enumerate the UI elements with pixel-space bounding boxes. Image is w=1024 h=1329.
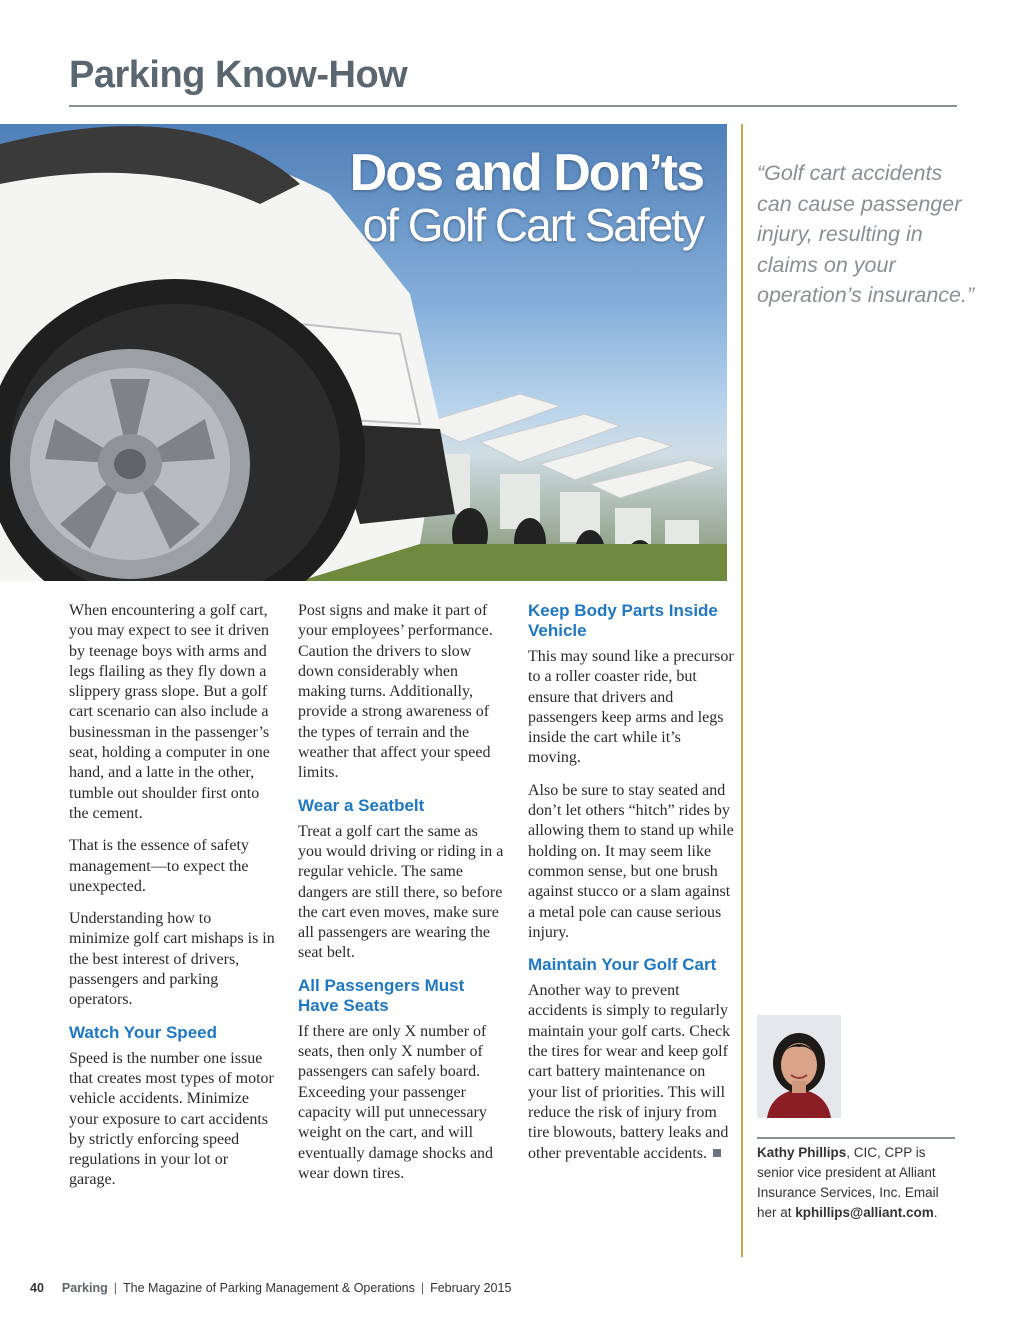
paragraph: If there are only X number of seats, then only X number of passengers can safely board. Exceeding your passenger capacity will put unnecessary weight on the cart, and will eventually damage shocks and wear down tires. bbox=[298, 1022, 494, 1182]
subheading-all-passengers: All Passengers Must Have Seats bbox=[298, 975, 465, 1015]
paragraph: When encountering a golf cart, you may expect to see it driven by teenage boys with arms and legs flailing as they fly down a slippery grass slope. But a golf cart scenario can also include a businessman in the passenger’s seat, holding a computer in one hand, and a latte in the other, tumble out shoulder first onto the cement. bbox=[69, 602, 270, 822]
article-title-line2: of Golf Cart Safety bbox=[362, 199, 703, 251]
author-email-link[interactable]: kphillips@alliant.com bbox=[795, 1205, 934, 1220]
article-column-1 bbox=[69, 601, 275, 1203]
subheading-maintain-your-cart: Maintain Your Golf Cart bbox=[528, 955, 717, 975]
magazine-tagline: The Magazine of Parking Management & Operations bbox=[123, 1281, 415, 1295]
magazine-name: Parking bbox=[61, 1281, 108, 1295]
page-footer bbox=[30, 1281, 511, 1295]
author-photo bbox=[757, 1015, 841, 1118]
paragraph: That is the essence of safety management—to expect the unexpected. bbox=[69, 837, 249, 895]
sidebar-rule bbox=[741, 124, 743, 1257]
article-column-3 bbox=[528, 601, 734, 1176]
end-mark-icon bbox=[713, 1149, 721, 1157]
article-title bbox=[350, 146, 703, 250]
footer-separator: | bbox=[113, 1281, 118, 1295]
paragraph: Post signs and make it part of your employees’ performance. Caution the drivers to slow down considerably when making turns. Additionally, provide a strong awareness of the types of terrain and the weather that affect your speed limits. bbox=[298, 602, 493, 782]
paragraph: Speed is the number one issue that creates most types of motor vehicle accidents. Minimize your exposure to cart accidents by strictly enforcing speed regulations in your lot or garage. bbox=[69, 1049, 274, 1189]
section-title: Parking Know-How bbox=[69, 54, 408, 96]
footer-separator: | bbox=[420, 1281, 425, 1295]
header-rule bbox=[69, 105, 957, 107]
paragraph: This may sound like a precursor to a roller coaster ride, but ensure that drivers and passengers keep arms and legs inside the cart while it’s moving. bbox=[528, 648, 734, 767]
author-portrait-icon bbox=[757, 1015, 841, 1118]
author-bio bbox=[757, 1143, 957, 1223]
paragraph: Treat a golf cart the same as you would driving or riding in a regular vehicle. The same dangers are still there, so before the cart even moves, make sure all passengers are wearing the seat belt. bbox=[298, 822, 504, 962]
pull-quote: “Golf cart accidents can cause passenger injury, resulting in claims on your operation’s insurance.” bbox=[757, 161, 975, 307]
author-name: Kathy Phillips bbox=[757, 1145, 847, 1160]
article-title-line1: Dos and Don’ts bbox=[349, 144, 703, 202]
paragraph: Understanding how to minimize golf cart mishaps is in the best interest of drivers, passengers and parking operators. bbox=[69, 910, 275, 1009]
paragraph bbox=[528, 981, 734, 1164]
issue-date: February 2015 bbox=[430, 1281, 512, 1295]
author-credentials: , CIC, CPP is senior vice president at Alliant Insurance Services, Inc. Email her at bbox=[757, 1145, 939, 1220]
paragraph-text: Another way to prevent accidents is simply to regularly maintain your golf carts. Check the tires for wear and keep golf cart battery maintenance on your list of priorities. This will reduce the risk of injury from tire blowouts, battery leaks and other preventable accidents. bbox=[528, 982, 731, 1162]
hero-image bbox=[0, 124, 727, 581]
author-rule bbox=[757, 1137, 955, 1139]
subheading-keep-body-parts: Keep Body Parts Inside Vehicle bbox=[528, 601, 718, 640]
article-column-2 bbox=[298, 601, 504, 1196]
page-number: 40 bbox=[30, 1281, 44, 1295]
author-bio-end: . bbox=[933, 1205, 938, 1220]
subheading-wear-a-seatbelt: Wear a Seatbelt bbox=[298, 795, 425, 815]
paragraph: Also be sure to stay seated and don’t let others “hitch” rides by allowing them to stand up while holding on. It may seem like common sense, but one brush against stucco or a slam against a metal pole can cause serious injury. bbox=[528, 781, 734, 941]
subheading-watch-your-speed: Watch Your Speed bbox=[69, 1022, 217, 1042]
